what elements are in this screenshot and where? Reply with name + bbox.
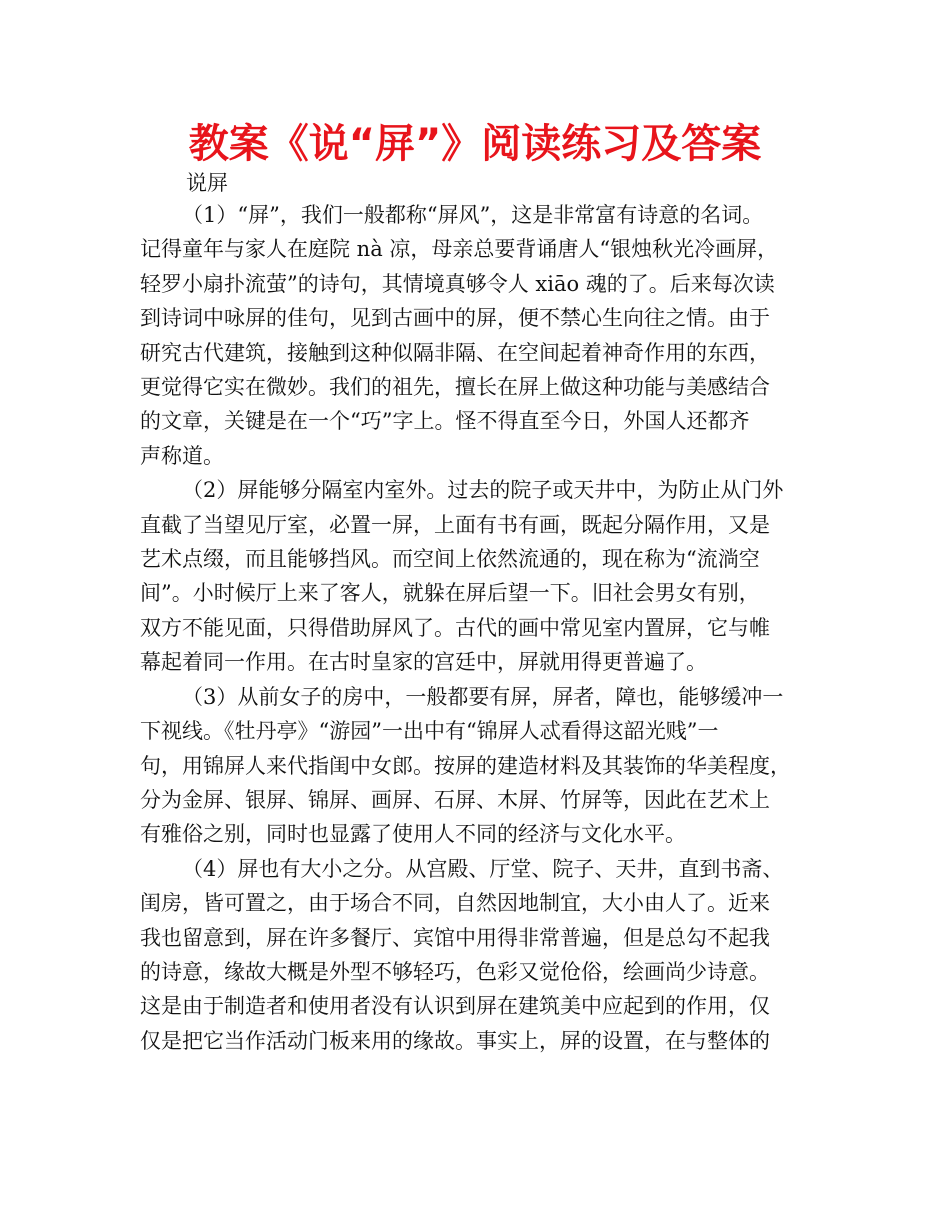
text-line: 更觉得它实在微妙。我们的祖先，擅长在屏上做这种功能与美感结合 xyxy=(140,375,770,400)
text-line: 幕起着同一作用。在古时皇家的宫廷中，屏就用得更普遍了。 xyxy=(140,650,707,675)
text-line: 间”。小时候厅上来了客人，就躲在屏后望一下。旧社会男女有别， xyxy=(140,581,760,606)
text-line: 研究古代建筑，接触到这种似隔非隔、在空间起着神奇作用的东西， xyxy=(140,340,770,365)
text-line: 到诗词中咏屏的佳句，见到古画中的屏，便不禁心生向往之情。由于 xyxy=(140,306,770,331)
text-line: 直截了当望见厅室，必置一屏，上面有书有画，既起分隔作用，又是 xyxy=(140,512,770,537)
text-line: 分为金屏、银屏、锦屏、画屏、石屏、木屏、竹屏等，因此在艺术上 xyxy=(140,787,770,812)
text-line: 闺房，皆可置之，由于场合不同，自然因地制宜，大小由人了。近来 xyxy=(140,891,770,916)
page-title: 教案《说“屏”》阅读练习及答案 xyxy=(188,121,762,167)
text-line: （3）从前女子的房中，一般都要有屏，屏者，障也，能够缓冲一 xyxy=(182,684,784,709)
text-line: 记得童年与家人在庭院 nà 凉，母亲总要背诵唐人“银烛秋光冷画屏， xyxy=(140,237,779,262)
text-line: 仅是把它当作活动门板来用的缘故。事实上，屏的设置，在与整体的 xyxy=(140,1028,770,1053)
paragraph-2 xyxy=(140,473,830,679)
article-subtitle: 说屏 xyxy=(186,171,228,195)
text-line: 句，用锦屏人来代指闺中女郎。按屏的建造材料及其装饰的华美程度， xyxy=(140,753,791,778)
text-line: 的诗意，缘故大概是外型不够轻巧，色彩又觉伧俗，绘画尚少诗意。 xyxy=(140,959,770,984)
text-line: （4）屏也有大小之分。从宫殿、厅堂、院子、天井，直到书斋、 xyxy=(182,856,784,881)
text-line: 我也留意到，屏在许多餐厅、宾馆中用得非常普遍，但是总勾不起我 xyxy=(140,925,770,950)
text-line: 这是由于制造者和使用者没有认识到屏在建筑美中应起到的作用，仅 xyxy=(140,994,770,1019)
text-line: 有雅俗之别，同时也显露了使用人不同的经济与文化水平。 xyxy=(140,822,686,847)
paragraph-4 xyxy=(140,852,830,1058)
text-line: 的文章，关键是在一个“巧”字上。怪不得直至今日，外国人还都齐 xyxy=(140,409,750,434)
text-line: 声称道。 xyxy=(140,443,224,468)
paragraph-3 xyxy=(140,680,830,852)
paragraph-1 xyxy=(140,198,830,473)
text-line: 轻罗小扇扑流萤”的诗句，其情境真够令人 xiāo 魂的了。后来每次读 xyxy=(140,271,775,296)
text-line: （2）屏能够分隔室内室外。过去的院子或天井中，为防止从门外 xyxy=(182,478,784,503)
text-line: 下视线。《牡丹亭》“游园”一出中有“锦屏人忒看得这韶光贱”一 xyxy=(140,719,719,744)
text-line: 双方不能见面，只得借助屏风了。古代的画中常见室内置屏，它与帷 xyxy=(140,615,770,640)
article-body xyxy=(140,198,830,1058)
text-line: 艺术点缀，而且能够挡风。而空间上依然流通的，现在称为“流淌空 xyxy=(140,547,760,572)
text-line: （1）“屏”，我们一般都称“屏风”，这是非常富有诗意的名词。 xyxy=(182,203,764,227)
